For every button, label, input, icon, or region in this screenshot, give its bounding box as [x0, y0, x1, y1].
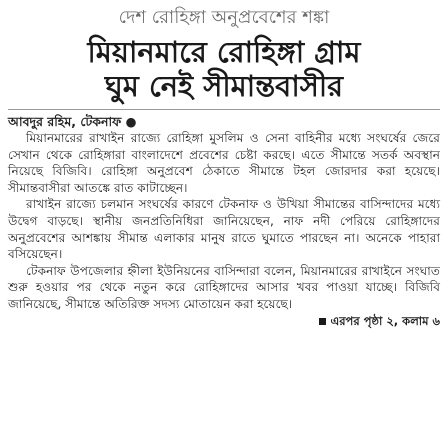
- body-paragraph-2: রাখাইন রাজ্যে চলমান সংঘর্ষের কারণে টেকনাফ ও উখিয়া সীমান্তের বাসিন্দাদের মধ্যে উদ্বেগ বাড়ছে। স্থানীয় জনপ্রতিনিধিরা জানিয়েছেন, নাফ নদী পেরিয়ে রোহিঙ্গাদের অনুপ্রবেশের আশঙ্কায় সীমান্ত এলাকার মানুষ রাতে ঘুমাতে পারছেন না। অনেকে পাহারা বসিয়েছেন।: [8, 197, 440, 262]
- headline-line-1: মিয়ানমারে রোহিঙ্গা গ্রাম: [87, 35, 361, 69]
- divider: [8, 109, 440, 110]
- continuation-note: [8, 313, 440, 332]
- body-paragraph-3: টেকনাফ উপজেলার হ্নীলা ইউনিয়নের বাসিন্দারা বলেন, মিয়ানমারের রাখাইনে সংঘাত শুরু হওয়ার পর থেকে নতুন করে রোহিঙ্গাদের আসার খবর পাওয়া যাচ্ছে। বিজিবি জানিয়েছে, সীমান্তে অতিরিক্ত সদস্য মোতায়েন করা হয়েছে।: [8, 263, 440, 311]
- continuation-text: এরপর পৃষ্ঠা ২, কলাম ৬: [330, 314, 440, 329]
- square-bullet-icon: [319, 318, 326, 325]
- byline: আবদুর রহিম, টেকনাফ ●: [8, 113, 137, 129]
- body-paragraph-1: মিয়ানমারের রাখাইন রাজ্যে রোহিঙ্গা মুসলিম ও সেনা বাহিনীর মধ্যে সংঘর্ষের জেরে সেখান থেকে রোহিঙ্গারা বাংলাদেশে প্রবেশের চেষ্টা করছে। এতে সীমান্তে সতর্ক অবস্থান নিয়েছে বিজিবি। রোহিঙ্গা অনুপ্রবেশ ঠেকাতে সীমান্তে টহল জোরদার করা হয়েছে। সীমান্তবাসীরা আতঙ্কে রাত কাটাচ্ছেন।: [8, 130, 440, 195]
- headline-line-2: ঘুম নেই সীমান্তবাসীর: [104, 69, 344, 104]
- kicker-headline: দেশ রোহিঙ্গা অনুপ্রবেশের শঙ্কা: [118, 7, 330, 28]
